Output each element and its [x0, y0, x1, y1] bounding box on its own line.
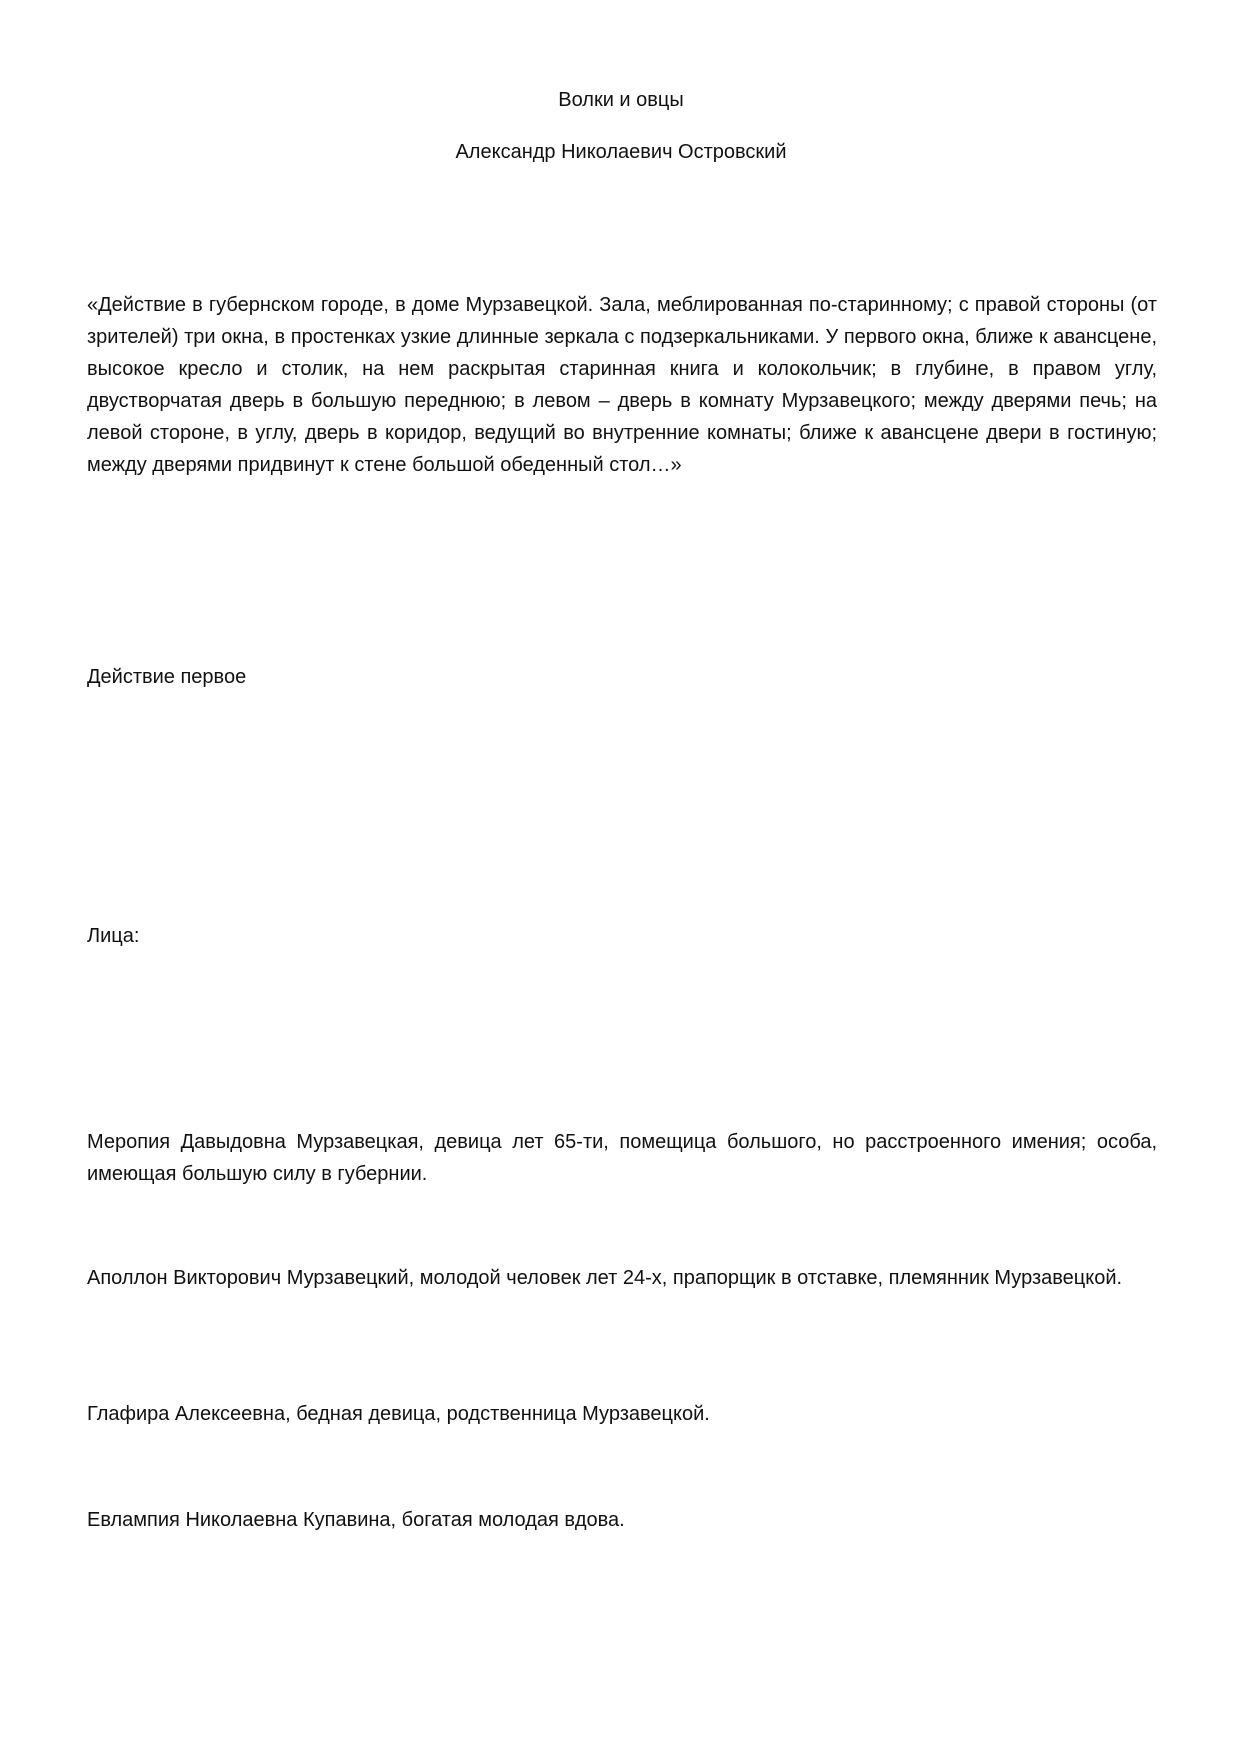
persons-heading: Лица: — [87, 925, 140, 947]
character-entry: Аполлон Викторович Мурзавецкий, молодой человек лет 24-х, прапорщик в отставке, племянник Мурзавецкой. — [87, 1267, 1123, 1289]
document-author: Александр Николаевич Островский — [455, 141, 787, 163]
act-heading: Действие первое — [87, 666, 247, 688]
character-entry: Евлампия Николаевна Купавина, богатая молодая вдова. — [87, 1509, 625, 1531]
stage-direction-paragraph: «Действие в губернском городе, в доме Мурзавецкой. Зала, меблированная по-старинному; с правой стороны (от зрителей) три окна, в простенках узкие длинные зеркала с подзеркальниками. У первого окна, ближе к авансцене, высокое кресло и столик, на нем раскрытая старинная книга и колокольчик; в глубине, в правом углу, двустворчатая дверь в большую переднюю; в левом – дверь в комнату Мурзавецкого; между дверями печь; на левой стороне, в углу, дверь в коридор, ведущий во внутренние комнаты; ближе к авансцене двери в гостиную; между дверями придвинут к стене большой обеденный стол…» — [87, 294, 1157, 476]
character-entry: Глафира Алексеевна, бедная девица, родственница Мурзавецкой. — [87, 1403, 710, 1425]
document-title: Волки и овцы — [558, 89, 684, 111]
character-entry: Меропия Давыдовна Мурзавецкая, девица лет 65-ти, помещица большого, но расстроенного имения; особа, имеющая большую силу в губернии. — [87, 1131, 1157, 1185]
